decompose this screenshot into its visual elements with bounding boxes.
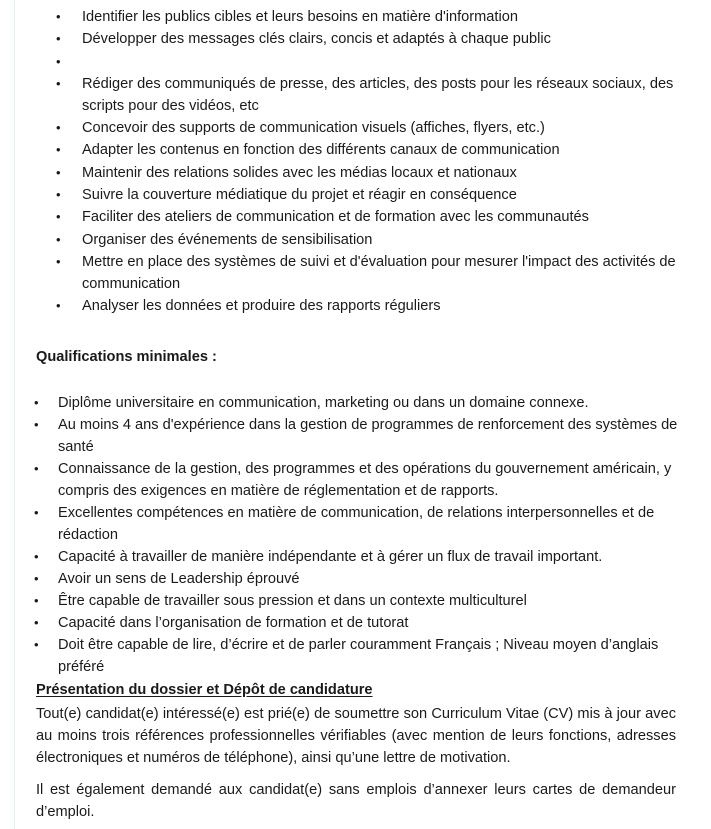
bullet-icon: • — [34, 571, 39, 586]
list-item — [56, 6, 682, 28]
bullet-icon: • — [34, 637, 39, 652]
list-item — [34, 612, 678, 634]
list-item — [56, 117, 682, 139]
list-item-text: Capacité à travailler de manière indépendante et à gérer un flux de travail important. — [58, 549, 603, 565]
bullet-icon: • — [56, 187, 61, 203]
list-item-text: Adapter les contenus en fonction des différents canaux de communication — [82, 142, 560, 159]
bullet-icon: • — [56, 253, 61, 269]
list-item — [56, 51, 682, 73]
list-item-text: Capacité dans l’organisation de formation et de tutorat — [58, 615, 409, 631]
list-item — [56, 251, 682, 295]
list-item — [56, 28, 682, 50]
list-item-text: Au moins 4 ans d'expérience dans la gestion de programmes de renforcement des systèmes de santé — [58, 417, 678, 455]
bullet-icon: • — [34, 505, 39, 520]
list-item — [34, 590, 678, 612]
scan-edge-line — [14, 0, 15, 829]
list-item — [34, 414, 678, 458]
qualifications-heading: Qualifications minimales : — [36, 349, 217, 365]
list-item-text: Concevoir des supports de communication visuels (affiches, flyers, etc.) — [82, 120, 545, 137]
bullet-icon: • — [56, 120, 61, 136]
qualifications-list — [34, 392, 678, 678]
bullet-icon: • — [34, 615, 39, 630]
application-heading: Présentation du dossier et Dépôt de candidature — [36, 682, 373, 698]
list-item — [34, 502, 678, 546]
bullet-icon: • — [34, 395, 39, 410]
list-item — [56, 139, 682, 161]
bullet-icon: • — [34, 549, 39, 564]
list-item — [56, 295, 682, 317]
bullet-icon: • — [56, 209, 61, 225]
list-item-text: Avoir un sens de Leadership éprouvé — [58, 571, 300, 587]
list-item — [34, 392, 678, 414]
list-item-text: Maintenir des relations solides avec les médias locaux et nationaux — [82, 164, 517, 181]
bullet-icon: • — [56, 31, 61, 47]
list-item — [34, 546, 678, 568]
list-item-text: Connaissance de la gestion, des programmes et des opérations du gouvernement américain, y compris des exigences en matière de réglementation et de rapports. — [58, 461, 672, 499]
list-item — [34, 634, 678, 678]
bullet-icon: • — [56, 9, 61, 24]
bullet-icon: • — [56, 231, 61, 247]
list-item-text: Analyser les données et produire des rapports réguliers — [82, 298, 441, 315]
list-item-text: Doit être capable de lire, d’écrire et de parler couramment Français ; Niveau moyen d’anglais préféré — [58, 637, 659, 675]
list-item — [34, 458, 678, 502]
bullet-icon: • — [56, 53, 61, 69]
application-paragraph-1: Tout(e) candidat(e) intéressé(e) est prié(e) de soumettre son Curriculum Vitae (CV) mis à jour avec au moins trois références professionnelles vérifiables (avec mention de leurs fonctions, adresses électroniques et numéros de téléphone), ainsi qu’une lettre de motivation. — [36, 706, 676, 766]
list-item-text: Développer des messages clés clairs, concis et adaptés à chaque public — [82, 31, 551, 48]
list-item-text: Faciliter des ateliers de communication et de formation avec les communautés — [82, 209, 589, 226]
responsibilities-list — [56, 6, 682, 318]
list-item-text: Suivre la couverture médiatique du projet et réagir en conséquence — [82, 187, 517, 204]
bullet-icon: • — [56, 298, 61, 314]
list-item-text: Être capable de travailler sous pression et dans un contexte multiculturel — [58, 593, 527, 609]
list-item — [56, 73, 682, 117]
list-item-text: Excellentes compétences en matière de communication, de relations interpersonnelles et de rédaction — [58, 505, 655, 543]
bullet-icon: • — [56, 75, 61, 91]
list-item-text: Rédiger des communiqués de presse, des articles, des posts pour les réseaux sociaux, des scripts pour des vidéos, etc — [82, 75, 674, 114]
list-item — [56, 206, 682, 228]
bullet-icon: • — [56, 142, 61, 158]
list-item-text: Mettre en place des systèmes de suivi et d'évaluation pour mesurer l'impact des activités de communication — [82, 253, 676, 292]
list-item — [56, 184, 682, 206]
bullet-icon: • — [56, 164, 61, 180]
list-item — [56, 162, 682, 184]
bullet-icon: • — [34, 417, 39, 432]
list-item-text: Diplôme universitaire en communication, marketing ou dans un domaine connexe. — [58, 395, 589, 411]
list-item-text: Identifier les publics cibles et leurs besoins en matière d'information — [82, 9, 518, 25]
application-paragraph-2: Il est également demandé aux candidat(e) sans emplois d’annexer leurs cartes de demandeur d’emploi. — [36, 782, 676, 820]
list-item-text: Organiser des événements de sensibilisation — [82, 231, 373, 248]
list-item — [56, 229, 682, 251]
bullet-icon: • — [34, 461, 39, 476]
bullet-icon: • — [34, 593, 39, 608]
list-item — [34, 568, 678, 590]
